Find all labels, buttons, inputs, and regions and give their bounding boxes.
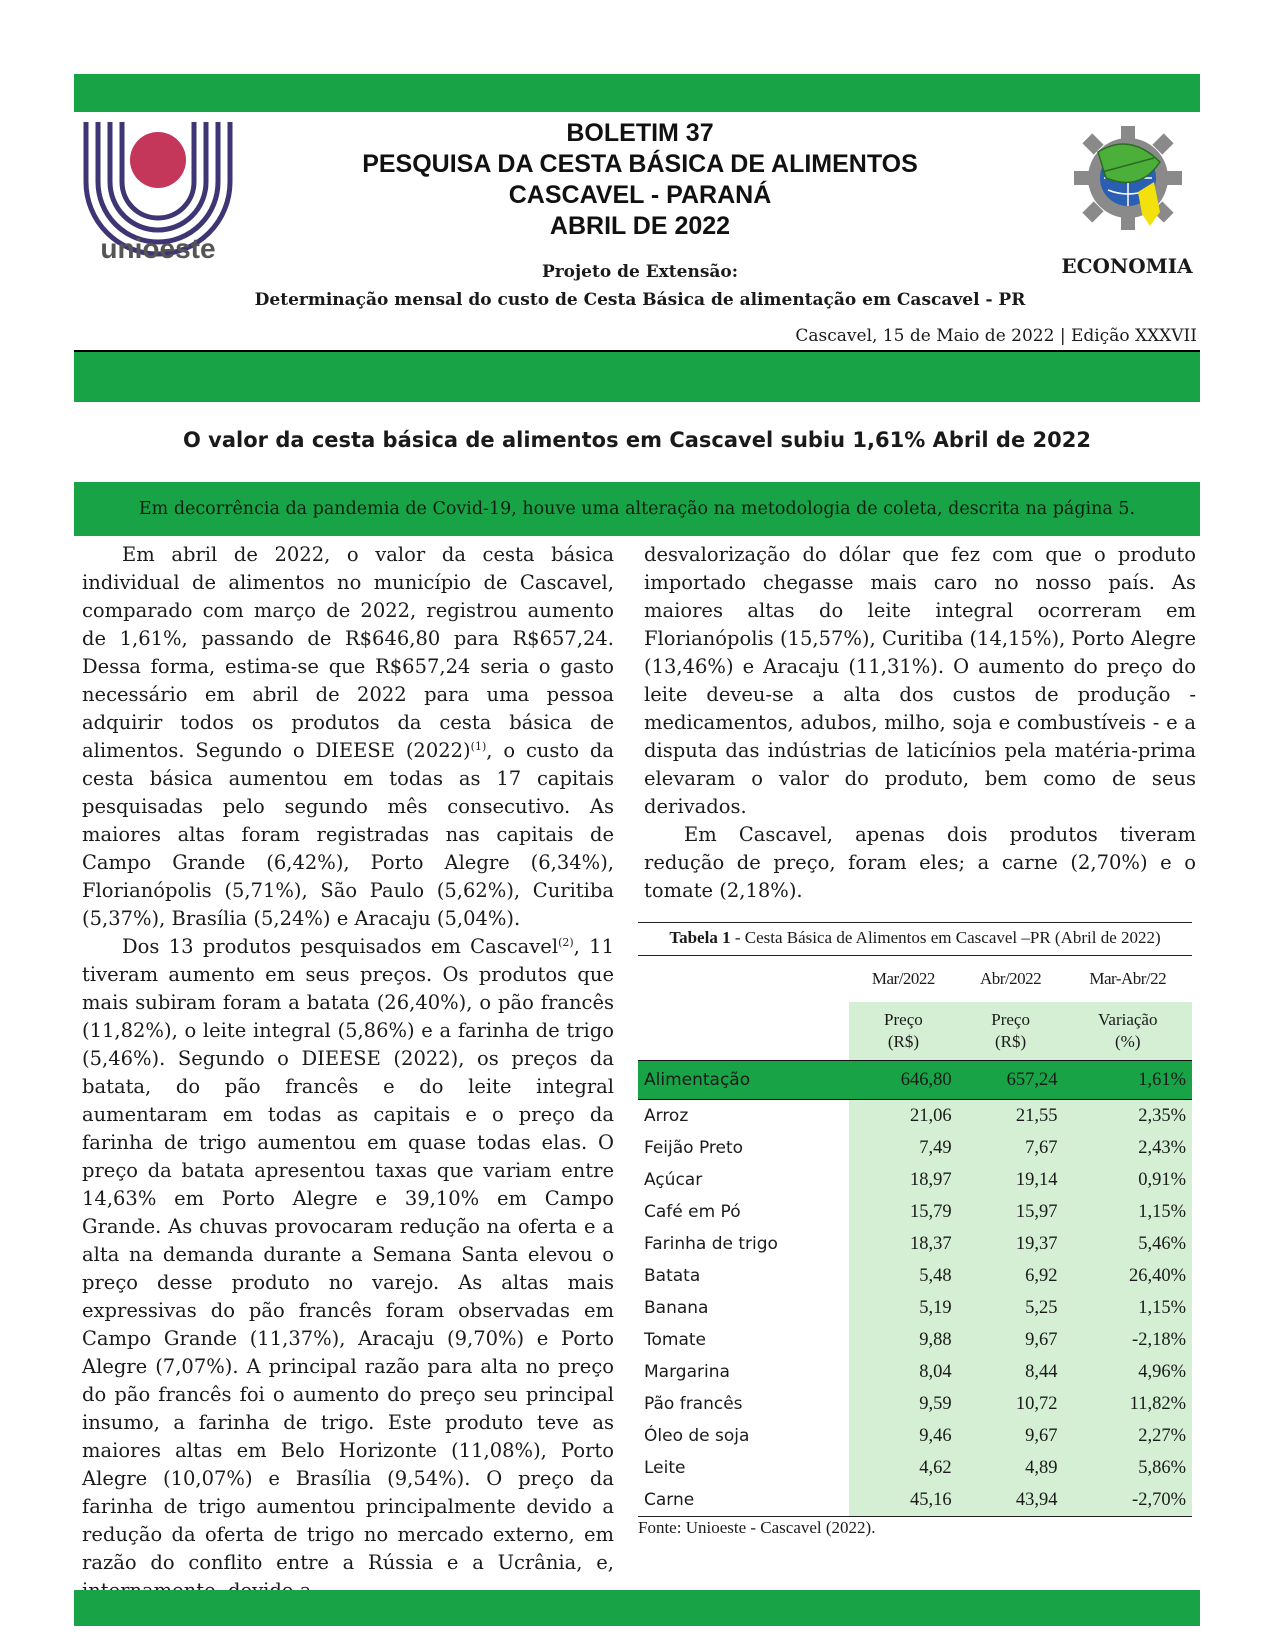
table-row: [638, 1420, 1192, 1452]
top-green-bar: [74, 74, 1200, 112]
subheader-line: Preço: [991, 1010, 1030, 1029]
cell-abr: 657,24: [958, 1061, 1064, 1100]
table-total-row: [638, 1061, 1192, 1100]
row-label: Carne: [644, 1490, 695, 1510]
cell-var: 2,43%: [1064, 1132, 1192, 1164]
dateline: Cascavel, 15 de Maio de 2022 | Edição XXXVII: [795, 326, 1197, 346]
table-row: [638, 1292, 1192, 1324]
table-row: [638, 1452, 1192, 1484]
table-source: Fonte: Unioeste - Cascavel (2022).: [638, 1516, 1192, 1538]
body-paragraph: [82, 933, 614, 1605]
cell-abr: 43,94: [958, 1484, 1064, 1516]
bulletin-title: PESQUISA DA CESTA BÁSICA DE ALIMENTOS: [362, 150, 918, 178]
footnote-ref: (2): [558, 936, 574, 949]
cell-var: 4,96%: [1064, 1356, 1192, 1388]
table-row: [638, 1100, 1192, 1133]
body-column-left: [82, 541, 614, 1605]
cell-abr: 19,14: [958, 1164, 1064, 1196]
row-label: Pão francês: [644, 1394, 743, 1414]
table-row: [638, 1132, 1192, 1164]
cell-abr: 10,72: [958, 1388, 1064, 1420]
unioeste-logo: [78, 122, 238, 282]
table-caption-text: - Cesta Básica de Alimentos em Cascavel –PR (Abril de 2022): [730, 928, 1161, 947]
cell-mar: 45,16: [849, 1484, 958, 1516]
row-label: Leite: [644, 1458, 686, 1478]
cell-var: 1,61%: [1064, 1061, 1192, 1100]
cell-mar: 5,19: [849, 1292, 958, 1324]
row-label: Farinha de trigo: [644, 1234, 778, 1254]
table-row: [638, 1228, 1192, 1260]
cell-mar: 4,62: [849, 1452, 958, 1484]
cell-abr: 6,92: [958, 1260, 1064, 1292]
cell-var: 1,15%: [1064, 1196, 1192, 1228]
column-header: Mar/2022: [871, 969, 935, 988]
table-row: [638, 1324, 1192, 1356]
subheader-line: (%): [1115, 1032, 1141, 1051]
table-row: [638, 1356, 1192, 1388]
cell-mar: 646,80: [849, 1061, 958, 1100]
table-row: [638, 1164, 1192, 1196]
project-description: Determinação mensal do custo de Cesta Básica de alimentação em Cascavel - PR: [254, 290, 1026, 310]
economia-label: ECONOMIA: [1061, 254, 1193, 278]
project-label: Projeto de Extensão:: [541, 262, 739, 282]
body-paragraph: Em Cascavel, apenas dois produtos tiveram redução de preço, foram eles; a carne (2,70%) e o tomate (2,18%).: [644, 823, 1196, 902]
cell-abr: 9,67: [958, 1420, 1064, 1452]
bottom-green-bar: [74, 1590, 1200, 1626]
paragraph-text: Dos 13 produtos pesquisados em Cascavel: [122, 935, 559, 958]
table-row: [638, 1260, 1192, 1292]
cell-mar: 5,48: [849, 1260, 958, 1292]
cell-var: 2,35%: [1064, 1100, 1192, 1133]
unioeste-logo-text: unioeste: [100, 233, 216, 264]
price-table: [638, 922, 1192, 1538]
row-label: Alimentação: [638, 1061, 849, 1100]
cell-var: 5,86%: [1064, 1452, 1192, 1484]
methodology-notice: Em decorrência da pandemia de Covid-19, houve uma alteração na metodologia de coleta, descrita na página 5.: [74, 482, 1200, 536]
cell-abr: 4,89: [958, 1452, 1064, 1484]
economia-gear-logo: [1068, 122, 1188, 240]
bulletin-number: BOLETIM 37: [566, 119, 714, 147]
cell-mar: 21,06: [849, 1100, 958, 1133]
row-label: Açúcar: [644, 1170, 703, 1190]
row-label: Margarina: [644, 1362, 730, 1382]
cell-var: 1,15%: [1064, 1292, 1192, 1324]
table-caption-label: Tabela 1: [669, 928, 731, 947]
column-subheader: [958, 1002, 1064, 1061]
table-row: [638, 1388, 1192, 1420]
cell-mar: 9,46: [849, 1420, 958, 1452]
bulletin-title-block: [300, 118, 980, 242]
row-label: Café em Pó: [644, 1202, 741, 1222]
paragraph-text: , o custo da cesta básica aumentou em todas as 17 capitais pesquisadas pelo segundo mês consecutivo. As maiores altas foram registradas nas capitais de Campo Grande (6,42%), Porto Alegre (6,34%), Florianópolis (5,71%), São Paulo (5,62%), Curitiba (5,37%), Brasília (5,24%) e Aracaju (5,04%).: [82, 739, 614, 930]
cell-var: -2,18%: [1064, 1324, 1192, 1356]
body-column-right: [644, 541, 1196, 905]
cell-var: 26,40%: [1064, 1260, 1192, 1292]
table-subheader-row: [638, 1002, 1192, 1061]
body-paragraph: [82, 541, 614, 933]
subheader-line: Preço: [884, 1010, 923, 1029]
table-row: [638, 1196, 1192, 1228]
cell-abr: 8,44: [958, 1356, 1064, 1388]
cell-abr: 21,55: [958, 1100, 1064, 1133]
cell-var: 0,91%: [1064, 1164, 1192, 1196]
mid-green-bar: [74, 352, 1200, 402]
subheader-line: Variação: [1098, 1010, 1158, 1029]
cell-mar: 15,79: [849, 1196, 958, 1228]
row-label: Óleo de soja: [644, 1426, 750, 1446]
column-subheader: [849, 1002, 958, 1061]
cell-var: 2,27%: [1064, 1420, 1192, 1452]
row-label: Batata: [644, 1266, 701, 1286]
body-paragraph: desvalorização do dólar que fez com que o produto importado chegasse mais caro no nosso país. As maiores altas do leite integral ocorreram em Florianópolis (15,57%), Curitiba (14,15%), Porto Alegre (13,46%) e Aracaju (11,31%). O aumento do preço do leite deveu-se a alta dos custos de produção - medicamentos, adubos, milho, soja e combustíveis - e a disputa das indústrias de laticínios pela matéria-prima elevaram o valor do produto, bem como de seus derivados.: [644, 543, 1196, 818]
cell-mar: 18,37: [849, 1228, 958, 1260]
footnote-ref: (1): [470, 740, 487, 753]
cell-mar: 8,04: [849, 1356, 958, 1388]
cell-var: 11,82%: [1064, 1388, 1192, 1420]
bulletin-period: ABRIL DE 2022: [549, 212, 731, 240]
cell-mar: 9,59: [849, 1388, 958, 1420]
cell-abr: 5,25: [958, 1292, 1064, 1324]
cell-abr: 19,37: [958, 1228, 1064, 1260]
cell-mar: 7,49: [849, 1132, 958, 1164]
table-row: [638, 1484, 1192, 1516]
cell-abr: 15,97: [958, 1196, 1064, 1228]
headline: O valor da cesta básica de alimentos em Cascavel subiu 1,61% Abril de 2022: [183, 428, 1091, 452]
table-header-blank: [638, 956, 849, 1002]
column-header: Abr/2022: [980, 969, 1042, 988]
cell-abr: 7,67: [958, 1132, 1064, 1164]
paragraph-text: , 11 tiveram aumento em seus preços. Os produtos que mais subiram foram a batata (26,40%), o pão francês (11,82%), o leite integral (5,86%) e a farinha de trigo (5,46%). Segundo o DIEESE (2022), os preços da batata, do pão francês e do leite integral aumentaram em todas as capitais e o preço da farinha de trigo aumentou em quase todas elas. O preço da batata apresentou taxas que variam entre 14,63% em Porto Alegre e 39,10% em Campo Grande. As chuvas provocaram redução na oferta e a alta na demanda durante a Semana Santa elevou o preço desse produto no varejo. As altas mais expressivas do pão francês foram observadas em Campo Grande (11,37%), Aracaju (9,70%) e Porto Alegre (7,07%). A principal razão para alta no preço do pão francês foi o aumento do preço seu principal insumo, a farinha de trigo. Este produto teve as maiores altas em Belo Horizonte (11,08%), Porto Alegre (10,07%) e Brasília (9,54%). O preço da farinha de trigo aumentou principalmente devido a redução da oferta de trigo no mercado externo, em razão do conflito entre a Rússia e a Ucrânia, e,: [82, 935, 614, 1574]
column-header: Mar-Abr/22: [1089, 969, 1167, 988]
subheader-line: (R$): [887, 1032, 919, 1051]
row-label: Tomate: [644, 1330, 706, 1350]
table-subheader-blank: [638, 1002, 849, 1061]
bulletin-location: CASCAVEL - PARANÁ: [508, 181, 772, 209]
cell-abr: 9,67: [958, 1324, 1064, 1356]
table-header-row: [638, 956, 1192, 1002]
column-subheader: [1064, 1002, 1192, 1061]
cell-mar: 9,88: [849, 1324, 958, 1356]
row-label: Arroz: [644, 1106, 689, 1126]
row-label: Feijão Preto: [644, 1138, 744, 1158]
paragraph-text: Em abril de 2022, o valor da cesta básica individual de alimentos no município de Cascavel, comparado com março de 2022, registrou aumento de 1,61%, passando de R$646,80 para R$657,24. Dessa forma, estima-se que R$657,24 seria o gasto necessário em abril de 2022 para uma pessoa adquirir todos os produtos da cesta básica de alimentos. Segundo o DIEESE (2022): [82, 543, 614, 762]
cell-mar: 18,97: [849, 1164, 958, 1196]
cell-var: -2,70%: [1064, 1484, 1192, 1516]
table-caption: [638, 922, 1192, 951]
cell-var: 5,46%: [1064, 1228, 1192, 1260]
row-label: Banana: [644, 1298, 709, 1318]
subheader-line: (R$): [995, 1032, 1027, 1051]
